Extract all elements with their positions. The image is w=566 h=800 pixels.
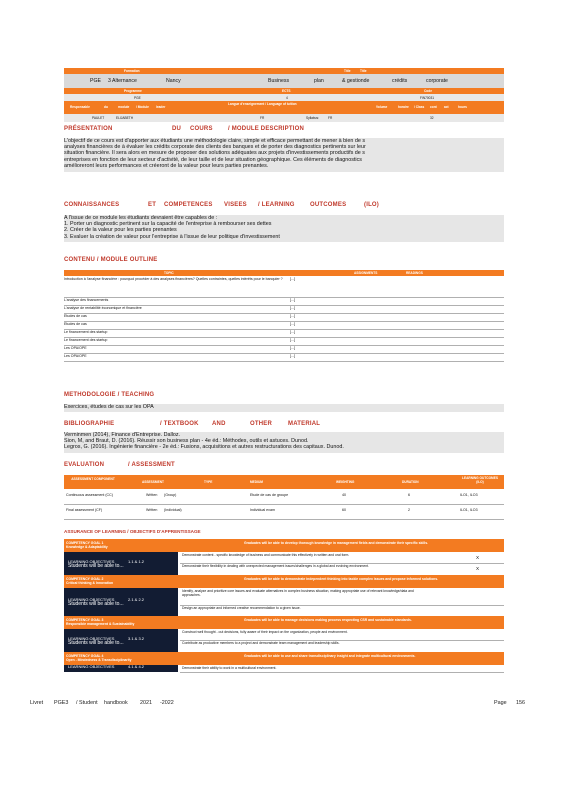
goal-label: COMPETENCY GOAL 4 [66,654,104,658]
course-title-2: plan [314,78,324,84]
competency-goal-row [64,539,504,552]
contenu-topic: Le financement des startup [64,338,108,342]
competences-line: A l'issue de ce module les étudiants devraient être capables de : [64,215,218,221]
competences-title-6: OUTCOMES [310,202,347,208]
eval-head-weighting: WEIGHTING [336,480,355,484]
objective-text: Contribute as productive members to a project and demonstrate team management and leadership skills. [182,641,340,645]
goal-description: Graduates will be able to develop thorough knowledge in management fields and demonstrate their specific skills. [244,541,429,545]
col-topic: TOPIC [164,271,174,275]
footer-word: handbook [104,700,128,706]
contenu-topic: Les OPA/OPE [64,346,87,350]
eval-ilo: ILO1, ILO3 [460,508,478,512]
evaluation-row [64,504,504,520]
lo-label: LEARNING OBJECTIVES [68,597,115,602]
footer-word: -2022 [160,700,174,706]
footer-word: / Student [76,700,98,706]
contenu-assignment: [...] [290,346,295,350]
eval-ilo: ILO1, ILO3 [460,493,478,497]
competences-title [64,202,504,210]
contenu-topic: L'analyse des financements [64,298,109,302]
language-value: FR [260,116,265,120]
syllabus-label: Syllabus: [306,116,319,120]
goal-name: Open - Mindedness & Transdisciplinarity [66,658,132,663]
lo-numbers: 2.1 & 2.2 [128,597,145,602]
eval-type2: (Group) [164,493,177,497]
code-value: FIN70031 [420,96,434,100]
leader-head-1: Responsable [70,105,90,109]
leader-firstname: ELIJABETH [116,116,134,120]
eval-head-duration: DURATION [402,480,419,484]
col-assignments: ASSIGNMENTS [354,271,378,275]
leader-head-4: / Module [136,105,149,109]
biblio-line: Verminmen (2014), Finance d'Entreprise. Dalloz. [64,432,181,438]
competences-body [64,215,504,242]
presentation-title [64,126,504,134]
presentation-title-1: PRÉSENTATION [64,126,113,132]
eval-medium: Individual exam [250,508,275,512]
contenu-assignment: [...] [290,330,295,334]
course-title-4: crédits [392,78,408,84]
contenu-topic: L'analyse de rentabilité économique et financière [64,306,142,310]
contenu-topic: Etudes de cas [64,322,87,326]
competences-title-1: CONNAISSANCES [64,202,120,208]
learning-objectives-cell [64,552,178,575]
eval-head-type: TYPE [204,480,213,484]
biblio-line: Sion, M, and Braut, D. (2016). Réussir son business plan - 4e éd.: Méthodes, outils et astuces. Dunod. [64,438,309,445]
hours-value: 32 [430,116,434,120]
evaluation-title-2: / ASSESSMENT [128,462,175,468]
lo-subtitle: Students will be able to... [68,562,124,569]
eval-weight: 40 [342,493,346,497]
lo-numbers: 4.1 & 4.2 [128,663,145,669]
lo-label: LEARNING OBJECTIVES [68,635,115,641]
code-label: Code [424,89,432,93]
contenu-topic: Les OPA/OPE [64,354,87,358]
methodologie-text: Exercices, études de cas sur les OPA [64,404,504,412]
module-leader-row [64,114,504,122]
goal-label: COMPETENCY GOAL 1 [66,541,104,545]
biblio-title-4: OTHER [250,421,272,427]
objective-text: Design an appropriate and informed creative recommendation to a given issue. [182,606,301,610]
ects-label: ECTS [282,89,291,93]
contenu-assignment: [...] [290,322,295,326]
contenu-topic: Le financement des startup [64,330,108,334]
objective-text: Identify, analyze and prioritize core issues and evaluate alternatives in complex business situation, making appropriate use of relevant knowledge/data and approaches. [182,589,414,598]
goal-name: Knowledge & Adaptability [66,545,108,550]
course-title-5: corporate [426,78,448,84]
goal-label: COMPETENCY GOAL 2 [66,577,104,581]
assurance-title: ASSURANCE OF LEARNING / OBJECTIFS D'APPRENTISSAGE [64,529,201,534]
objective-mark: X [476,554,480,560]
hours-head-5: act [444,105,449,109]
presentation-title-2: DU [172,126,182,132]
presentation-line: amélioreront leurs performances et créeront de la valeur pour leurs parties prenantes. [64,162,269,169]
eval-head-component: ASSESSMENT COMPONENT [71,477,115,481]
program-row [64,74,504,88]
competences-title-3: COMPETENCES [164,202,213,208]
learning-objectives-cell [64,629,178,652]
competences-line: 1. Porter un diagnostic pertinent sur la capacité de l'entreprise à rembourser ses dettes [64,221,272,228]
goal-name: Responsible management & Sustainability [66,622,135,627]
bibliographie-title [64,421,504,429]
lo-numbers: 3.1 & 3.2 [128,635,145,641]
evaluation-row [64,489,504,505]
competences-line: 3. Evaluer la création de valeur pour l'entreprise à l'issue de leur politique d'investissement [64,233,280,240]
module-leader-header-bar [64,101,504,114]
eval-type: Written [146,493,158,497]
learning-objective-item [180,665,504,673]
biblio-title-3: AND [212,421,226,427]
contenu-row [64,353,504,362]
course-title-3: & gestionde [342,78,370,84]
presentation-line: situation financière. Il sera alors en mesure de proposer des solutions adéquates aux projets d'investissements productifs de s [64,150,365,157]
leader-head-2: du [104,105,108,109]
footer-word: PGE3 [54,700,69,706]
biblio-title-1: BIBLIOGRAPHIE [64,421,115,427]
hours-head-1: Volume [376,105,388,109]
evaluation-title [64,462,504,470]
biblio-title-5: MATERIAL [288,421,321,427]
programme-value: PGE [134,96,141,100]
leader-name: PAULET [92,116,105,120]
language-head: Langue d'enseignement / Language of tuition [228,102,297,106]
hours-head-6: hours [458,105,467,109]
evaluation-title-1: EVALUATION [64,462,105,468]
competences-title-5: / LEARNING [258,202,295,208]
programme-label: Programme [124,89,142,93]
presentation-title-4: / MODULE DESCRIPTION [228,126,305,132]
program-part2: 3 Alternance [108,78,137,84]
contenu-title: CONTENU / MODULE OUTLINE [64,257,158,263]
lo-label: LEARNING OBJECTIVES [68,663,115,669]
objective-text: Demonstrate their ability to work in a multicultural environment. [182,666,277,670]
evaluation-header-bar [64,475,504,489]
competences-title-7: (ILO) [364,202,379,208]
objective-text: Demonstrate their flexibility in dealing with unexpected management issues/challenges in a global and evolving environment. [182,564,369,568]
hours-head-2: horaire [398,105,409,109]
eval-weight: 60 [342,508,346,512]
lo-numbers: 1.1 & 1.2 [128,558,145,564]
eval-head-ilo: LEARNING OUTCOMES (ILO) [462,476,498,484]
eval-medium: Etude de cas de groupe [250,493,289,497]
contenu-row [64,276,504,298]
eval-duration: 2 [408,508,410,512]
syllabus-value: FR [328,116,333,120]
competences-line: 2. Créer de la valeur pour les parties prenantes [64,227,177,234]
biblio-title-2: / TEXTBOOK [160,421,199,427]
eval-type2: (Individual) [164,508,182,512]
hours-head-4: cont [430,105,437,109]
formation-label: Formation [124,69,140,73]
contenu-assignment: [...] [290,338,295,342]
contenu-assignment: [...] [290,354,295,358]
competences-title-4: VISEES [224,202,247,208]
objective-text: Demonstrate content - specific knowledge of business and communicate this effectively in written and oral form. [182,553,350,557]
presentation-line: analyses financières de à évaluer les crédits corporate des clients des banques et de porter des diagnostics pertinents sur leur [64,144,366,151]
objective-text: Construct well thought - out decisions, fully aware of their impact on the organization, people and environment. [182,630,348,634]
goal-label: COMPETENCY GOAL 3 [66,618,104,622]
program-part1: PGE [90,78,101,84]
eval-duration: 6 [408,493,410,497]
competences-title-2: ET [148,202,157,208]
footer-word: 2021 [140,700,152,706]
lo-subtitle: Students will be able to... [68,601,124,607]
hours-head-3: / Class [414,105,425,109]
contenu-topic: Introduction à l'analyse financière : pourquoi procéder à des analyses financières? Quelles contraintes, quelles intérêts pour le banquier ? [64,277,283,281]
contenu-assignment: [...] [290,277,295,281]
objective-mark: X [476,566,480,571]
campus: Nancy [166,78,181,84]
methodologie-title: METHODOLOGIE / TEACHING [64,392,155,398]
biblio-line: Legros, G. (2016). Ingénierie financière - 2e éd.: Fusions, acquisitions et autres restructurations des capitaux. Dunod. [64,444,344,451]
eval-head-assessment: ASSESSMENT [142,480,164,484]
bibliographie-body [64,432,504,453]
eval-head-medium: MEDIUM [250,480,263,484]
presentation-title-3: COURS [190,126,213,132]
learning-objectives-cell [64,588,178,616]
contenu-assignment: [...] [290,298,295,302]
programme-values-row [64,94,504,101]
goal-description: Graduates will be able to manage decisions making process respecting CSR and sustainable standards. [244,618,412,622]
goal-description: Graduates will be able to use and share transdisciplinary insight and integrate multicultural environments. [244,654,416,658]
learning-objectives-cell [64,665,178,672]
presentation-line: L'objectif de ce cours est d'apporter aux étudiants une méthodologie claire, simple et efficace permettant de mener à bien de s [64,138,366,144]
contenu-assignment: [...] [290,306,295,310]
goal-description: Graduates will be able to demonstrate independent thinking into tackle complex issues and propose informed solutions. [244,577,439,581]
ects-value: 4 [286,96,288,100]
leader-head-3: module [118,105,130,109]
goal-name: Critical thinking & Innovation [66,581,114,586]
contenu-assignment: [...] [290,314,295,318]
leader-head-5: leader [156,105,166,109]
competency-goal-row [64,616,504,629]
eval-type: Written [146,508,158,512]
course-title-1: Business [268,78,290,84]
page-number: 156 [516,700,525,706]
eval-component: Final assessment (CF) [66,508,103,512]
page-label: Page [494,700,507,706]
lo-subtitle: Students will be able to... [68,639,124,646]
footer-word: Livret [30,700,44,706]
presentation-line: entreprises en fonction de leur secteur d'activité, de leur taille et de leur situation géographique. Ces éléments de diagnostics [64,156,362,163]
learning-objective-item [180,588,504,606]
col-readings: READINGS [406,271,423,275]
title-label: Title [344,69,351,73]
contenu-topic: Etudes de cas [64,314,87,318]
eval-component: Continuous assessment (CC) [66,493,113,497]
lo-label: LEARNING OBJECTIVES [68,558,115,564]
presentation-body [64,138,504,172]
competency-goal-row [64,575,504,588]
title-label-2: Title [360,69,367,73]
